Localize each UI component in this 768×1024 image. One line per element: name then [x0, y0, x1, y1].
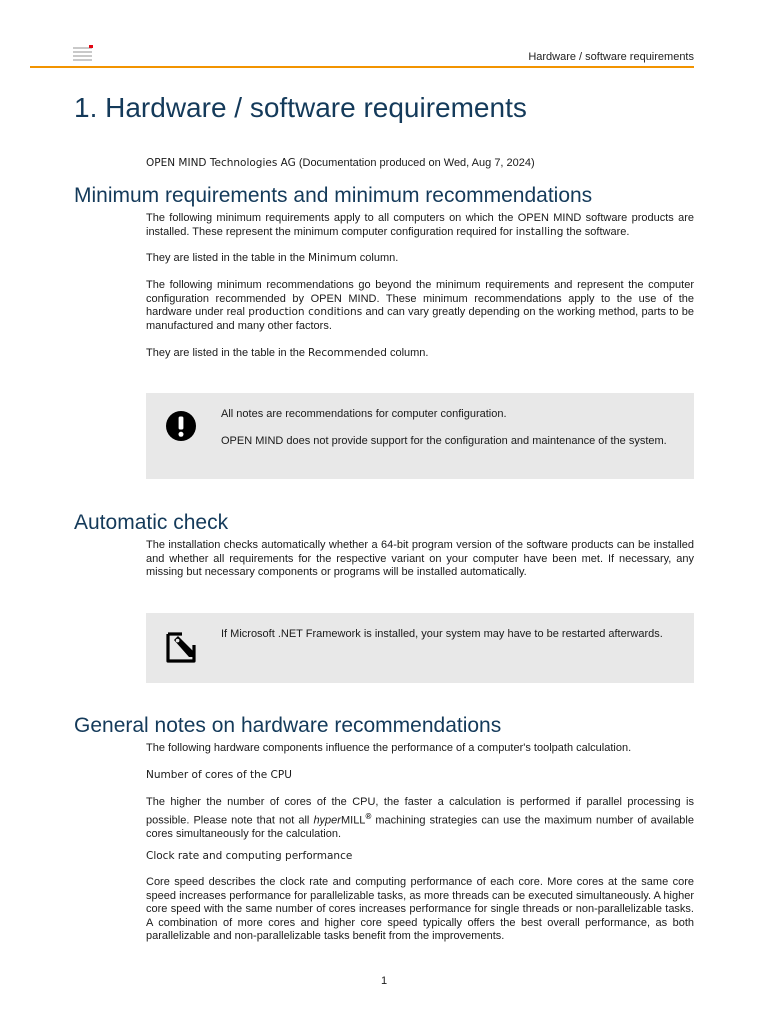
text-run: They are listed in the table in the [146, 252, 309, 264]
term: Recommended [308, 347, 387, 359]
subheading-text: Number of cores of the CPU [146, 769, 292, 781]
brand-prefix: hyper [313, 814, 341, 827]
text-run: column. [386, 347, 429, 359]
brand-name: MILL [340, 814, 366, 827]
text-run: The following minimum requirements apply to all computers on which the OPEN MIND software products are installed. These represent the minimum computer configuration required for [146, 212, 694, 238]
subheading-clock [146, 850, 694, 864]
logo-bar [73, 51, 92, 53]
company-name: OPEN MIND Technologies AG [146, 157, 296, 169]
text-run: the software. [563, 225, 630, 238]
paragraph [146, 252, 694, 266]
paragraph [146, 347, 694, 361]
text-run: The following minimum recommendations go beyond the minimum requirements and represent the computer configuration recommended by OPEN MIND. These minimum recommendations apply to the use of the hardware under real [146, 279, 694, 319]
page-title: 1. Hardware / software requirements [74, 92, 527, 123]
note-text [221, 628, 673, 642]
page-number: 1 [380, 975, 388, 987]
doc-info [146, 157, 694, 171]
edit-note-icon [165, 630, 197, 664]
subheading-text: Clock rate and computing performance [146, 850, 353, 862]
text-run: They are listed in the table in the [146, 347, 309, 359]
running-header: Hardware / software requirements [528, 51, 694, 63]
produced-date: (Documentation produced on Wed, Aug 7, 2024) [295, 157, 535, 169]
logo-bar [73, 59, 92, 61]
paragraph: The following hardware components influence the performance of a computer's toolpath calculation. [146, 742, 632, 754]
text-run: and can vary greatly depending on the working method, parts to be manufactured and many other factors. [146, 306, 694, 332]
header-rule [30, 66, 694, 68]
paragraph [146, 796, 694, 841]
term: installing [515, 225, 564, 238]
subheading-cores [146, 769, 694, 783]
text-run: column. [356, 252, 399, 264]
registered-mark: ® [365, 811, 372, 821]
text-run: The higher the number of cores of the CPU, the faster a calculation is performed if parallel processing is possible. Please note that not all [146, 796, 694, 827]
section-heading-automatic: Automatic check [74, 511, 229, 534]
text-run: machining strategies can use the maximum number of available cores simultaneously for the calculation. [146, 814, 694, 840]
section-heading-general: General notes on hardware recommendations [74, 714, 502, 737]
paragraph [146, 212, 694, 239]
note-text [221, 408, 673, 448]
term: Minimum [308, 252, 357, 264]
paragraph [146, 279, 694, 333]
note-line: OPEN MIND does not provide support for the configuration and maintenance of the system. [221, 434, 667, 447]
paragraph: Core speed describes the clock rate and computing performance of each core. More cores at the same core speed increases performance for parallelizable tasks, as more threads can be executed simultaneously. A higher core speed with the same number of cores increases performance for single threads or non-parallelizable tasks. A combination of more cores and higher core speed typically offers the best overall performance, as both parallelizable and non-parallelizable tasks benefit from the improvements. [146, 876, 694, 943]
logo-accent [89, 45, 93, 48]
term: production conditions [248, 306, 363, 319]
note-box [146, 393, 694, 479]
note-line: If Microsoft .NET Framework is installed, your system may have to be restarted afterwards. [221, 628, 663, 640]
logo [73, 45, 93, 63]
note-line: All notes are recommendations for computer configuration. [221, 408, 507, 420]
paragraph: The installation checks automatically whether a 64-bit program version of the software products can be installed and whether all requirements for the respective variant on your computer have been met. If necessary, any missing but necessary components or programs will be installed automatically. [146, 539, 694, 579]
note-box [146, 613, 694, 683]
exclamation-icon [165, 410, 197, 442]
section-heading-minimum: Minimum requirements and minimum recommendations [74, 184, 593, 207]
logo-bar [73, 55, 92, 57]
